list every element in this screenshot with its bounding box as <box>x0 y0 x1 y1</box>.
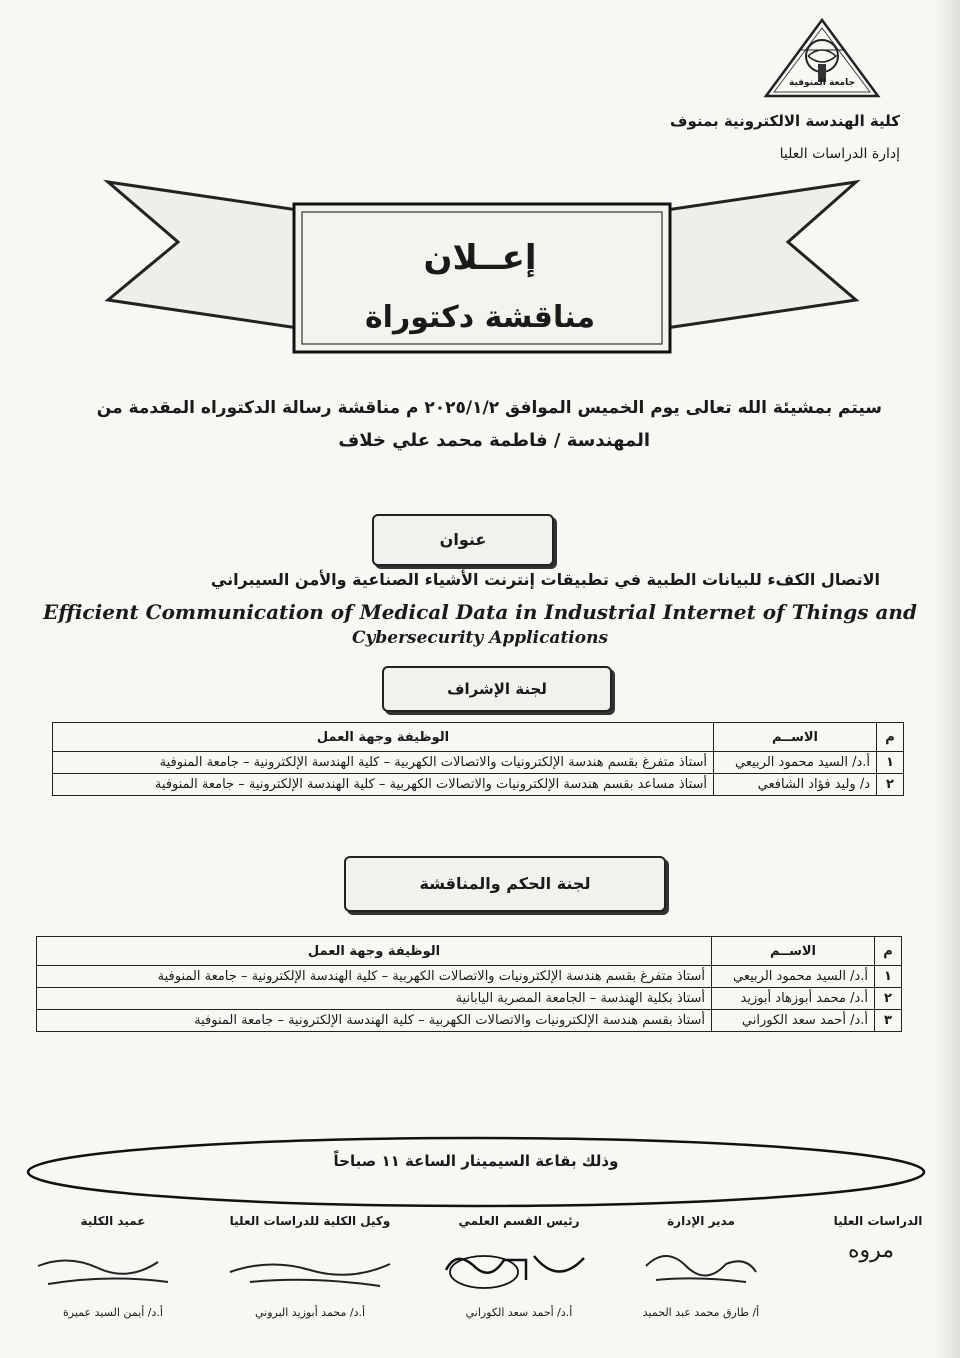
signature-title: عميد الكلية <box>80 1214 146 1228</box>
candidate-name: المهندسة / فاطمة محمد علي خلاف <box>338 430 650 451</box>
col-position: الوظيفة وجهة العمل <box>53 723 714 752</box>
venue-ellipse <box>20 1132 932 1212</box>
signature-name: أ/ طارق محمد عبد الحميد <box>642 1306 760 1319</box>
row-num: ٢ <box>877 774 904 796</box>
logo-caption: جامعة المنوفية <box>789 78 855 88</box>
row-num: ٢ <box>875 988 902 1010</box>
signature-name: أ.د/ محمد أبوزيد البروني <box>254 1306 366 1319</box>
examination-committee-label: لجنة الحكم والمناقشة <box>344 856 666 912</box>
signature-scribble <box>210 1236 410 1300</box>
col-num: م <box>875 937 902 966</box>
scan-edge <box>936 0 960 1358</box>
col-num: م <box>877 723 904 752</box>
supervision-committee-label: لجنة الإشراف <box>382 666 612 712</box>
signature-department-head <box>434 1214 604 1354</box>
col-position: الوظيفة وجهة العمل <box>37 937 712 966</box>
thesis-label: عنوان <box>372 514 554 566</box>
table-row <box>37 1010 902 1032</box>
signature-scribble <box>28 1236 198 1300</box>
row-name: د/ وليد فؤاد الشافعي <box>714 774 877 796</box>
row-name: أ.د/ السيد محمود الربيعي <box>714 752 877 774</box>
row-position: أستاذ متفرغ بقسم هندسة الإلكترونيات والاتصالات الكهربية – كلية الهندسة الإلكترونية – جامعة المنوفية <box>37 966 712 988</box>
committee-table <box>36 936 902 1032</box>
signature-name: أ.د/ أيمن السيد عميرة <box>63 1306 163 1319</box>
faculty-name: كلية الهندسة الالكترونية بمنوف <box>670 112 900 130</box>
signature-scribble <box>434 1236 604 1300</box>
row-position: أستاذ مساعد بقسم هندسة الإلكترونيات والاتصالات الكهربية – كلية الهندسة الإلكترونية – جامعة المنوفية <box>53 774 714 796</box>
signature-admin-director <box>626 1214 776 1354</box>
col-name: الاســم <box>714 723 877 752</box>
thesis-title-english-2: Cybersecurity Applications <box>351 628 609 648</box>
row-position: أستاذ متفرغ بقسم هندسة الإلكترونيات والاتصالات الكهربية – كلية الهندسة الإلكترونية – جامعة المنوفية <box>53 752 714 774</box>
handwritten-signature: مروه <box>848 1238 895 1263</box>
signature-title: رئيس القسم العلمي <box>458 1214 580 1228</box>
row-num: ١ <box>877 752 904 774</box>
table-row <box>37 988 902 1010</box>
col-name: الاســم <box>712 937 875 966</box>
table-header-row <box>53 723 904 752</box>
signature-title: وكيل الكلية للدراسات العليا <box>229 1214 391 1228</box>
signature-scribble <box>626 1236 776 1300</box>
table-row <box>53 752 904 774</box>
signature-title: الدراسات العليا <box>833 1214 923 1228</box>
department-name: إدارة الدراسات العليا <box>779 146 900 162</box>
table-row <box>53 774 904 796</box>
signature-vice-dean <box>210 1214 410 1354</box>
row-name: أ.د/ السيد محمود الربيعي <box>712 966 875 988</box>
supervision-table <box>52 722 904 796</box>
row-position: أستاذ بكلية الهندسة – الجامعة المصرية اليابانية <box>37 988 712 1010</box>
signature-name: أ.د/ أحمد سعد الكوراني <box>465 1306 573 1319</box>
signature-dean <box>28 1214 198 1354</box>
university-logo <box>758 14 886 102</box>
table-row <box>37 966 902 988</box>
thesis-title-arabic: الاتصال الكفء للبيانات الطبية في تطبيقات إنترنت الأشياء الصناعية والأمن السيبراني <box>210 570 880 589</box>
thesis-title-english-1: Efficient Communication of Medical Data in Industrial Internet of Things and <box>43 600 917 624</box>
table-header-row <box>37 937 902 966</box>
row-num: ١ <box>875 966 902 988</box>
row-position: أستاذ بقسم هندسة الإلكترونيات والاتصالات الكهربية – كلية الهندسة الإلكترونية – جامعة المنوفية <box>37 1010 712 1032</box>
row-name: أ.د/ أحمد سعد الكوراني <box>712 1010 875 1032</box>
signature-postgrad-office <box>808 1214 948 1354</box>
signature-title: مدير الإدارة <box>667 1214 735 1228</box>
row-num: ٣ <box>875 1010 902 1032</box>
row-name: أ.د/ محمد أبوزهاد أبوزيد <box>712 988 875 1010</box>
announcement-subtitle: مناقشة دكتوراة <box>364 300 596 335</box>
announcement-title: إعــلان <box>423 238 537 278</box>
intro-line-1: سيتم بمشيئة الله تعالى يوم الخميس الموافق ٢٠٢٥/١/٢ م مناقشة رسالة الدكتوراه المقدمة من <box>96 398 882 418</box>
venue-notice: وذلك بقاعة السيمينار الساعة ١١ صباحاً <box>333 1152 619 1170</box>
